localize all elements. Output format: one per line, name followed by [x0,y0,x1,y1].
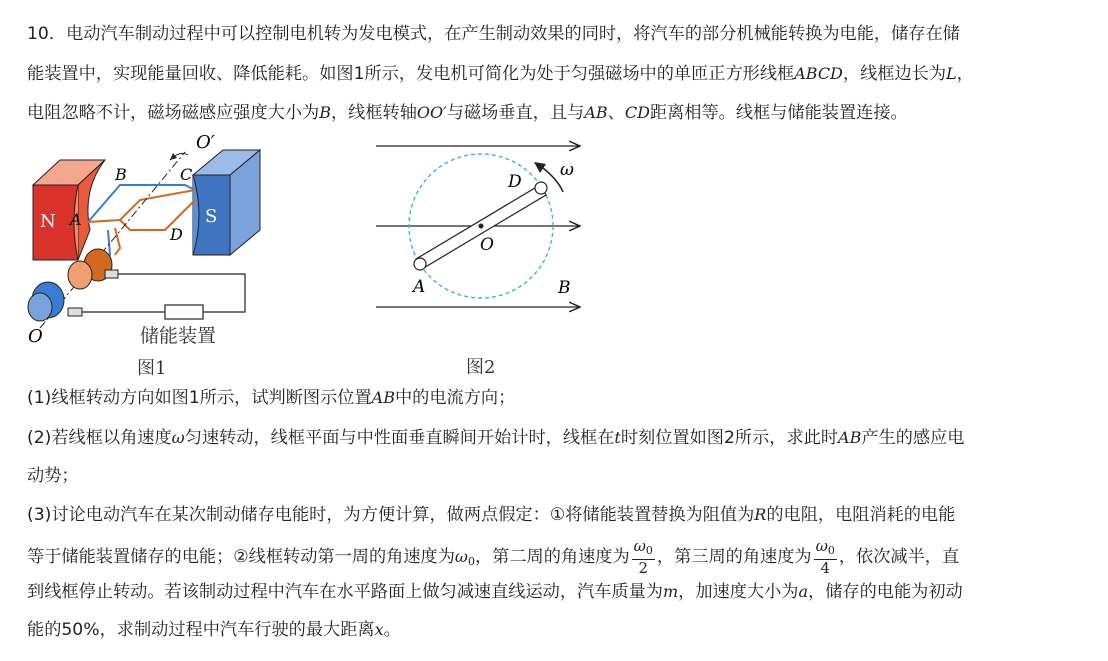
sub-question-2-line-1 [27,426,965,450]
question-intro-line-1 [27,22,960,46]
q2-text: 产生的感应电 [861,428,965,448]
label-d: D [170,225,183,244]
variable-t: t [614,428,621,447]
intro-text: 距离相等。线框与储能装置连接。 [649,103,908,123]
q1-text: (1)线框转动方向如图1所示，试判断图示位置 [27,388,372,408]
q3-text: ，依次减半，直 [838,547,960,567]
q2-text: 动势； [27,466,79,486]
question-intro-line-2 [27,62,974,86]
q3-text: ，加速度大小为 [678,582,799,602]
variable-a: a [798,582,808,601]
sub-question-2-line-2 [27,464,79,488]
storage-device [165,305,203,319]
frac-den-2: 2 [638,559,649,577]
frac-num-omega: ω [633,537,646,555]
q3-text: ，第三周的角速度为 [656,547,812,567]
sub-question-3-line-2 [27,538,959,580]
q3-text: 的电阻，电阻消耗的电能 [766,505,956,525]
label-d: D [508,172,522,192]
q2-text: (2)若线框以角速度 [27,428,172,448]
q3-text: (3)讨论电动汽车在某次制动储存电能时，为方便计算，做两点假定：①将储能装置替换为阻值为 [27,505,755,525]
sub-question-3-line-3 [27,580,963,604]
slip-ring-blue-face [28,293,52,321]
question-number: 10 [27,24,49,44]
variable-l: L [946,64,957,83]
q3-text: ，第二周的角速度为 [474,547,630,567]
variable-x: x [374,620,384,639]
figure-1-generator-diagram [20,130,280,380]
q3-text: ，储存的电能为初动 [808,582,963,602]
fraction-omega0-over-2 [632,538,655,576]
variable-ab: AB [584,103,608,122]
variable-abcd: ABCD [794,64,843,83]
label-s: S [205,206,218,227]
intro-text: ，线框转轴 [330,103,417,123]
sub-question-1 [27,386,515,410]
sub-question-3-line-1 [27,503,955,527]
figure-1-caption: 图1 [137,358,167,379]
intro-text: ， [956,64,974,84]
omega-arrow-head [534,162,546,173]
q2-text: 时刻位置如图2所示，求此时 [620,428,839,448]
point-d [535,182,547,194]
storage-label: 储能装置 [140,325,217,347]
slip-ring-orange-face [68,261,92,289]
intro-text: ，线框边长为 [842,64,947,84]
omega-zero [455,547,475,566]
label-o: O [28,326,43,347]
brush-upper [105,270,118,278]
omega-subscript: 0 [467,555,475,568]
q3-text: 等于储能装置储存的电能；②线框转动第一周的角速度为 [27,547,455,567]
question-intro-line-3 [27,101,908,125]
intro-text: ．电动汽车制动过程中可以控制电机转为发电模式，在产生制动效果的同时，将汽车的部分机械能转换为电能，储存在储 [48,24,960,44]
q2-text: 匀速转动，线框平面与中性面垂直瞬间开始计时，线框在 [184,428,615,448]
intro-text: 、 [607,103,625,123]
frac-num-omega: ω [815,537,828,555]
label-c: C [180,165,193,184]
variable-ab: AB [371,388,395,407]
coil-edge-orange-2 [120,200,195,230]
label-o: O [480,235,494,255]
variable-r: R [754,505,767,524]
intro-text: 电阻忽略不计，磁场磁感应强度大小为 [27,103,320,123]
north-magnet [33,160,105,260]
rotation-arrow-head [170,153,177,160]
variable-m: m [662,582,679,601]
point-a [414,258,426,270]
center-o [479,224,484,229]
intro-text: 能装置中，实现能量回收、降低能耗。如图1所示，发电机可简化为处于匀强磁场中的单匝正方形线框 [27,64,795,84]
q3-text: 。 [383,620,401,640]
frac-den-4: 4 [820,559,830,577]
label-o-prime: O′ [196,132,215,153]
label-omega: ω [560,160,574,180]
south-magnet [193,150,260,255]
variable-ab: AB [838,428,862,447]
variable-oo: OO′ [416,103,447,122]
label-a: A [70,210,82,229]
label-n: N [40,211,56,232]
variable-omega: ω [171,428,185,447]
q3-text: 能的50%，求制动过程中汽车行驶的最大距离 [27,620,375,640]
frac-num-sub: 0 [645,544,653,557]
q3-text: 到线框停止转动。若该制动过程中汽车在水平路面上做匀减速直线运动，汽车质量为 [27,582,663,602]
omega-symbol: ω [454,547,468,566]
label-b-field: B [558,278,571,298]
intro-text: 与磁场垂直，且与 [446,103,585,123]
frac-num-sub: 0 [827,544,835,557]
fraction-omega0-over-4 [814,538,837,576]
figure-2-caption: 图2 [466,357,496,378]
brush-lower [68,308,82,316]
label-b: B [115,165,127,184]
sub-question-3-line-4 [27,618,401,642]
variable-cd: CD [624,103,650,122]
label-a: A [413,277,426,297]
q1-text: 中的电流方向； [394,388,516,408]
figure-2-rotation-diagram [368,130,598,380]
variable-b: B [319,103,331,122]
